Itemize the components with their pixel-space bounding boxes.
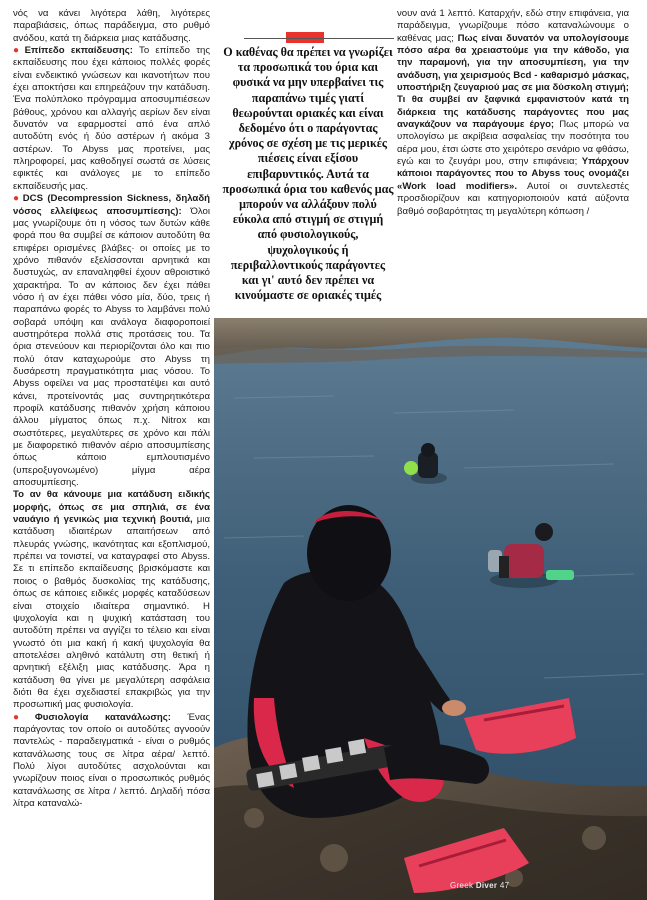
- bullet-dot-icon: ●: [13, 193, 21, 205]
- page-footer: Greek Diver 47: [450, 881, 510, 890]
- paragraph-continuation: νός να κάνει λιγότερα λάθη, λιγότερες παραβιάσεις, όπως παράδειγμα, στο ρυθμό ανόδου, κατά τη διάρκεια μιας κατάδυσης.: [13, 8, 210, 44]
- paragraph-special-dive: Το αν θα κάνουμε μια κατάδυση ειδικής μορφής, όπως σε μια σπηλιά, σε ένα ναυάγιο ή γενικώς μια τεχνική βουτιά, μια κατάδυση ιδιαιτέρων απαιτήσεων από πλευράς γνώσης, ικανότητας και εξοπλισμού, πρέπει να τονιστεί, να καταγραφεί στο Abyss. Σε τι επίπεδο εκπαίδευσης βρισκόμαστε και ποιος ο βαθμός δυσκολίας της κατάδυσης, όπως σε κάποιες ειδικές μορφές καταδύσεων είναι στοιχείο ιδιαίτερα σημαντικό. Η ψυχολογία και η ψυχική κατάσταση του αυτοδύτη πρέπει να αγγίζει το τέλειο και είναι γνωστό ότι μια κακή ή κακή ψυχολογία θα αποτελέσει αληθινό κατάλυτη στη θετική ή αρνητική εξέλιξη μιας κατάδυσης. Άρα η κατάδυση θα γίνει με μεγαλύτερη ασφάλεια διότι θα έχει σχεδιαστεί επακριβώς για την προσωπική μας φυσιολογία.: [13, 489, 210, 711]
- pull-quote: Ο καθένας θα πρέπει να γνωρίζει τα προσωπικά του όρια και φυσικά να μην υπερβαίνει τις παραπάνω τιμές γιατί θεωρούνται οριακές και είναι δεδομένο ότι ο παράγοντας χρόνος σε σχέση με τις μερικές πιέσεις είναι εξίσου επιβαρυντικός. Αυτά τα προσωπικά όρια του καθενός μας μπορούν να αλλάξουν πολύ εύκολα από στιγμή σε στιγμή από φυσιολογικούς, ψυχολογικούς ή περιβαλλοντικούς παράγοντες και γι' αυτό δεν πρέπει να κινούμαστε σε οριακές τιμές: [222, 45, 394, 303]
- bullet-dot-icon: ●: [13, 711, 33, 723]
- paragraph-dcs: ● DCS (Decompression Sickness, δηλαδή νόσος ελλείψεως αποσυμπίεσης): Όλοι μας γνωρίζουμε ότι η νόσος των δυτών κάθε φορά που θα συμβεί σε κάποιον αυτοδύτη θα επιφέρει ορισμένες βλάβες· οι οποίες με το χρόνο πιθανόν εξελίσσονται αρνητικά και δυστυχώς, αν επαναληφθεί έχουν αθροιστικό χαρακτήρα. Το αν κάποιος δεν έχει πάθει νόσο ή αν έχει πάθει νόσο μία, δύο, τρεις ή παραπάνω φορές το Abyss το λαμβάνει πολύ σοβαρά υπόψη και ανάλογα διαφοροποιεί αυστηρότερα πολλά στις προτάσεις του. Τα όρια στενεύουν και περιορίζονται όλο και πιο πολύ όταν καταχωρούμε στο Abyss τη δυσάρεστη πραγματικότητα μιας νόσου. Το Abyss οφείλει να μας προστατέψει και αυτό κάνει, προτείνοντάς μας συντηρητικότερα προφίλ κατάδυσης πιθανόν χρήση κάποιου άλλου μίγματος όπως π.χ. Nitrox και σωστότερες, μεγαλύτερες σε χρόνο και πάλι με διαφορετικό πιθανόν αέριο αποσυμπίεσης όπως κάποιο εμπλουτισμένο (υπεροξυγονωμένο) μίγμα αέρα αποσυμπίεσης.: [13, 193, 211, 489]
- left-text-column: [13, 8, 210, 810]
- pull-quote-rule: [244, 38, 394, 39]
- paragraph-air-consumption: νουν ανά 1 λεπτό. Καταρχήν, εδώ στην επιφάνεια, για παράδειγμα, γνωρίζουμε πόσο καταναλώνουμε ο καθένας μας; Πως είναι δυνατόν να υπολογίσουμε πόσο αέρα θα χρειαστούμε για την κάθοδο, για την παραμονή, για την αποσυμπίεση, για την ανάδυση, για χειρισμούς Bcd - καθαρισμό μάσκας, υποστήριξη ζευγαριού μας σε μια δύσκολη στιγμή; Τι θα συμβεί αν ξαφνικά εμφανιστούν κατά τη διάρκεια της κατάδυσης παράγοντες που μας αναγκάζουν να παράγουμε έργο; Πως μπορώ να υπολογίσω με ακρίβεια ασφαλείας την ποσότητα του αέρα μου, έτσι ώστε στο χειρότερο σενάριο να φθάσω, εγώ και το ζευγάρι μου, στην επιφάνεια; Υπάρχουν κάποιοι παράγοντες που το Abyss τους ονομάζει «Work load modifiers». Αυτοί οι συντελεστές προσδιορίζουν και κατηγοριοποιούν κατά αύξοντα βαθμό σοβαρότητας τη μεγαλύτερη κόπωση /: [397, 8, 629, 217]
- right-text-column: [397, 8, 629, 218]
- paragraph-consumption: ● Φυσιολογία κατανάλωσης: Ένας παράγοντας τον οποίο οι αυτοδύτες αγνοούν παντελώς - παραδειγματικά - είναι ο ρυθμός κατανάλωσης τους σε λίτρα αέρα/ λεπτό. Πολύ λίγοι αυτοδύτες ασχολούνται και γνωρίζουν ποιος είναι ο προσωπικός ρυθμός κατανάλωσης σε λίτρα / λεπτό. Δηλαδή πόσα λίτρα καταναλώ-: [13, 711, 210, 809]
- bullet-dot-icon: ●: [13, 45, 23, 57]
- divers-photo-illustration: [214, 318, 647, 900]
- paragraph-training-level: ● Επίπεδο εκπαίδευσης: Το επίπεδο της εκπαίδευσης που έχει κάποιος πολλές φορές είναι ενδεικτικό γνώσεων και ικανοτήτων που έχει αποκτήσει και επηρεάζουν την κατάδυση. Ένα πολύπλοκο πρόγραμμα αποσυμπιέσεων βάθους, χρόνου και αλλαγής αερίων δεν είναι δυνατόν να εφαρμοστεί από ένα απλό αυτοδύτη ενός ή δύο αστέρων ή ακόμα 3 αστέρων. Το Abyss μας προτείνει, μας πληροφορεί, μας καθοδηγεί σωστά σε λύσεις εφικτές και ανάλογες με το επίπεδο εκπαίδευσής μας.: [13, 45, 211, 192]
- divers-photo: [214, 318, 647, 900]
